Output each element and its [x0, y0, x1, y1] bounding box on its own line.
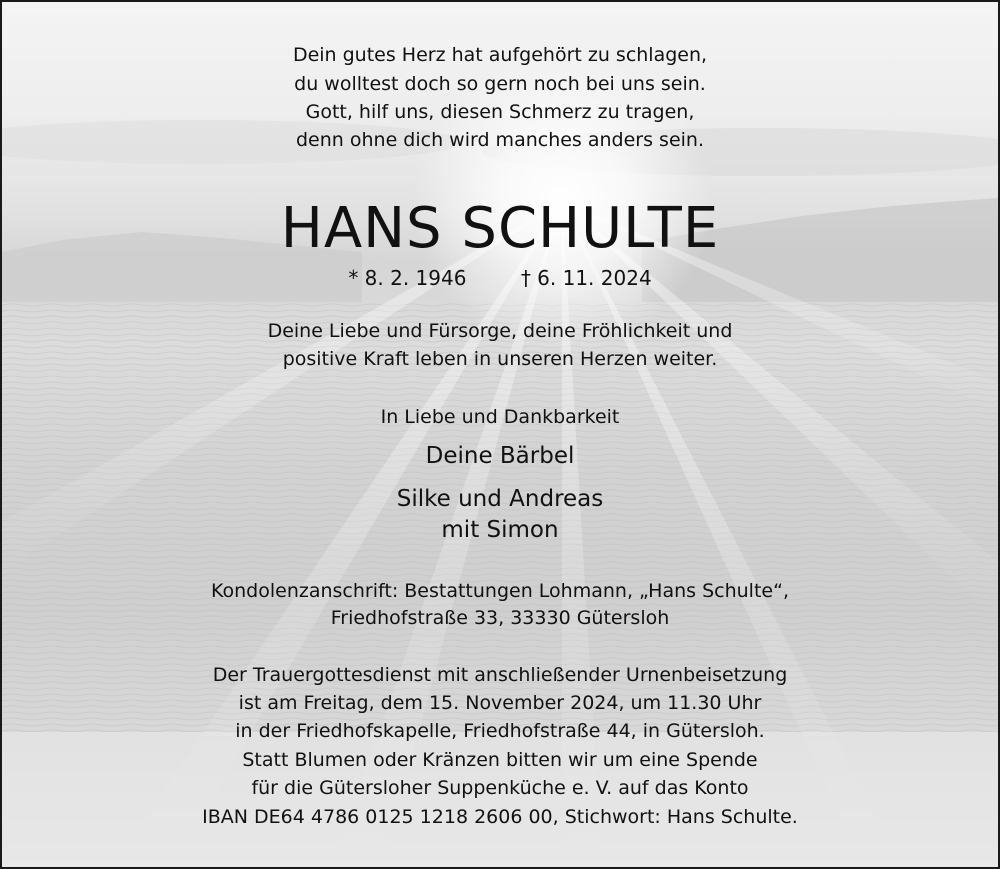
verse-line: du wolltest doch so gern noch bei uns sein.	[294, 73, 706, 95]
donation-line: IBAN DE64 4786 0125 1218 2606 00, Stichwort: Hans Schulte.	[202, 806, 798, 828]
death-date: † 6. 11. 2024	[520, 266, 652, 290]
verse-line: Dein gutes Herz hat aufgehört zu schlagen,	[292, 44, 708, 66]
deceased-name: HANS SCHULTE	[280, 196, 720, 261]
condolence-line: Friedhofstraße 33, 33330 Gütersloh	[330, 607, 670, 629]
service-line: Der Trauergottesdienst mit anschließender Urnenbeisetzung	[212, 664, 788, 686]
verse-line: Gott, hilf uns, diesen Schmerz zu tragen,	[305, 101, 695, 123]
life-dates	[2, 264, 998, 292]
family-line: Deine Bärbel	[425, 443, 575, 469]
donation-line: Statt Blumen oder Kränzen bitten wir um eine Spende	[242, 749, 758, 771]
service-line: in der Friedhofskapelle, Friedhofstraße 44, in Gütersloh.	[235, 720, 765, 742]
birth-date: * 8. 2. 1946	[348, 266, 467, 290]
tribute-line: positive Kraft leben in unseren Herzen weiter.	[282, 348, 718, 370]
family-line: Silke und Andreas	[396, 486, 604, 512]
closing-phrase: In Liebe und Dankbarkeit	[380, 406, 620, 428]
notice-text	[2, 2, 998, 867]
tribute-line: Deine Liebe und Fürsorge, deine Fröhlichkeit und	[267, 320, 733, 342]
donation-line: für die Gütersloher Suppenküche e. V. auf das Konto	[251, 777, 749, 799]
family-line: mit Simon	[441, 517, 559, 543]
condolence-line: Kondolenzanschrift: Bestattungen Lohmann, „Hans Schulte“,	[211, 580, 789, 602]
verse-line: denn ohne dich wird manches anders sein.	[295, 129, 705, 151]
service-line: ist am Freitag, dem 15. November 2024, um 11.30 Uhr	[238, 692, 762, 714]
